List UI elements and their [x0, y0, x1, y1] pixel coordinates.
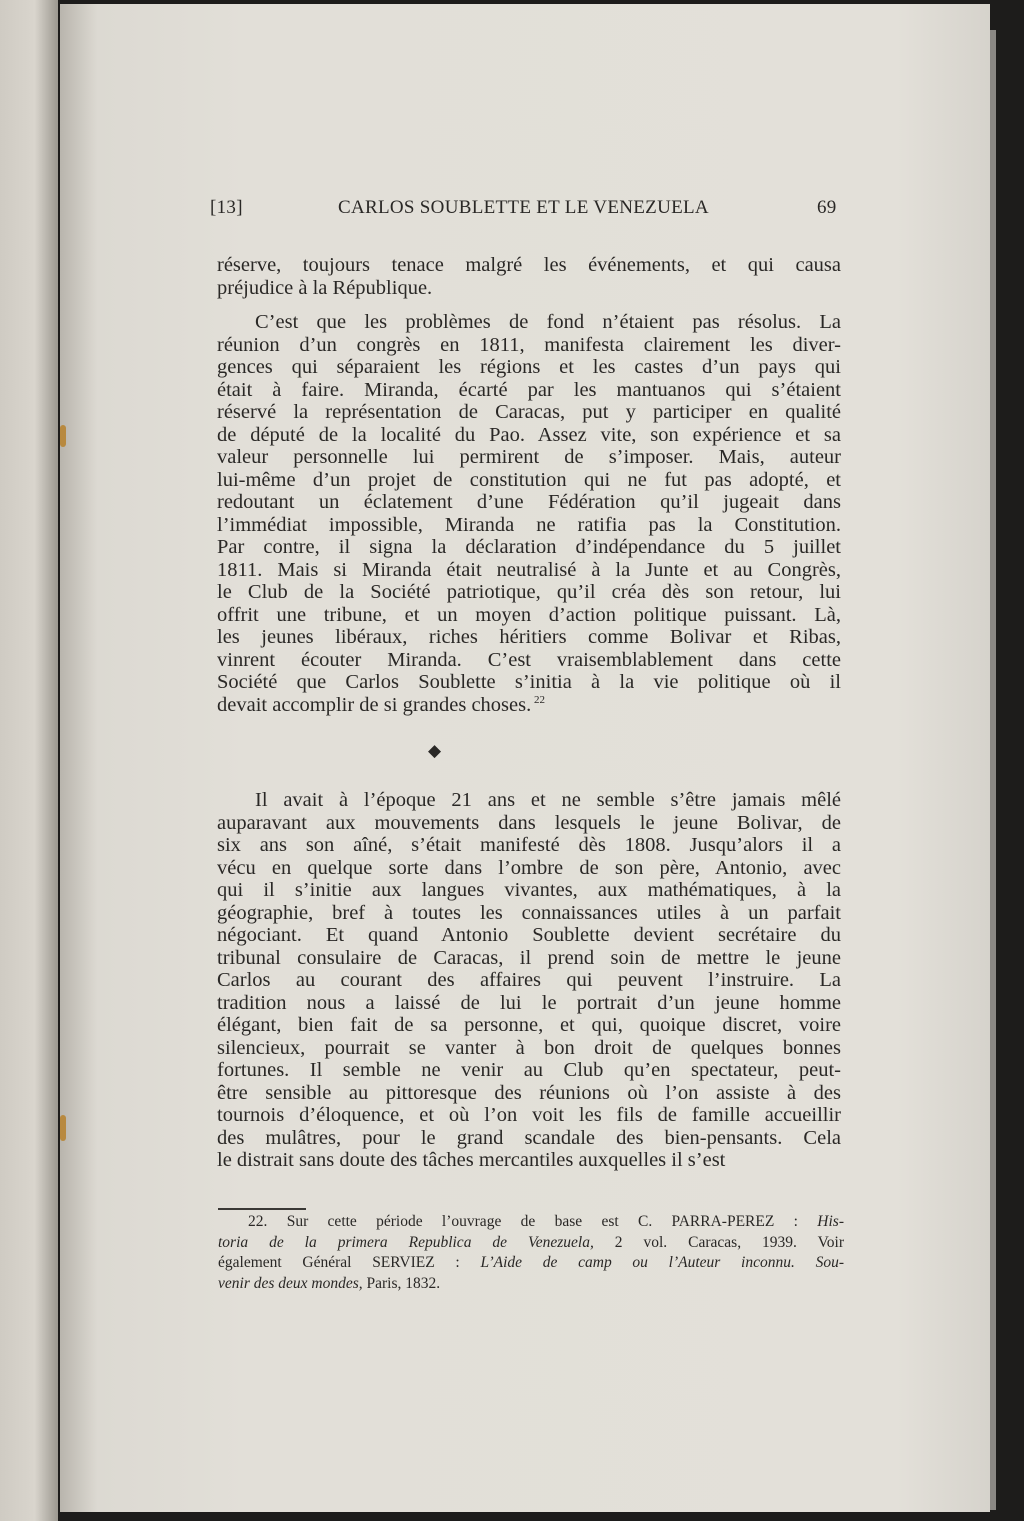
- footnote-title-italic: L’Aide de camp ou l’Auteur inconnu. Sou-: [480, 1254, 844, 1271]
- text-line: Par contre, il signa la déclaration d’indépendance du 5 juillet: [217, 536, 841, 558]
- footnote-text: 2 vol. Caracas, 1939. Voir: [593, 1233, 844, 1251]
- running-title: CARLOS SOUBLETTE ET LE VENEZUELA: [338, 197, 709, 218]
- text-line: être sensible au pittoresque des réunions où l’on assiste à des: [217, 1081, 841, 1104]
- text-line: fortunes. Il semble ne venir au Club qu’en spectateur, peut-: [217, 1059, 841, 1081]
- section-separator: ◆: [428, 741, 442, 760]
- footnote-reference[interactable]: 22: [531, 693, 545, 706]
- text-line: les jeunes libéraux, riches héritiers comme Bolivar et Ribas,: [217, 626, 841, 648]
- text-line: tournois d’éloquence, et où l’on voit les fils de famille accueillir: [217, 1104, 841, 1126]
- text-line: Carlos au courant des affaires qui peuvent l’instruire. La: [217, 969, 841, 991]
- text-line: de député de la localité du Pao. Assez vite, son expérience et sa: [217, 423, 841, 446]
- text-line: valeur personnelle lui permirent de s’imposer. Mais, auteur: [217, 446, 841, 468]
- text-line: réservé la représentation de Caracas, put y participer en qualité: [217, 401, 841, 423]
- footnote-title-italic: His-: [817, 1213, 844, 1230]
- paper-stain: [60, 1115, 66, 1141]
- text-line: offrit une tribune, et un moyen d’action politique puissant. Là,: [217, 603, 841, 626]
- footnote-rule: [218, 1208, 306, 1210]
- footnote-text: Paris, 1832.: [362, 1274, 441, 1292]
- text-line: devait accomplir de si grandes choses. $^{22}$: [217, 693, 545, 716]
- section-number: [13]: [210, 197, 243, 218]
- text-line: vinrent écouter Miranda. C’est vraisemblablement dans cette: [217, 648, 841, 671]
- text-line: tribunal consulaire de Caracas, il prend soin de mettre le jeune: [217, 946, 841, 969]
- paragraph-1: [217, 254, 841, 299]
- text-line: était à faire. Miranda, écarté par les mantuanos qui s’étaient: [217, 378, 841, 401]
- text-line: qui il s’initie aux langues vivantes, aux mathématiques, à la: [217, 879, 841, 901]
- footnote-line: [218, 1233, 844, 1254]
- text-line: silencieux, pourrait se vanter à bon droit de quelques bonnes: [217, 1036, 841, 1059]
- text-line: gences qui séparaient les régions et les castes d’un pays qui: [217, 356, 841, 378]
- text-line: réunion d’un congrès en 1811, manifesta clairement les diver-: [217, 333, 841, 356]
- text-line: C’est que les problèmes de fond n’étaient pas résolus. La: [255, 311, 841, 333]
- footnote-line: [218, 1212, 844, 1233]
- text-line: négociant. Et quand Antonio Soublette devient secrétaire du: [217, 924, 841, 946]
- text-line: préjudice à la République.: [217, 276, 433, 299]
- text-line: lui-même d’un projet de constitution qui ne fut pas adopté, et: [217, 468, 841, 491]
- text-line: élégant, bien fait de sa personne, et qui, quoique discret, voire: [217, 1014, 841, 1036]
- footnote-line: [218, 1274, 844, 1295]
- page-number: 69: [817, 197, 837, 218]
- text-line: 1811. Mais si Miranda était neutralisé à la Junte et au Congrès,: [217, 558, 841, 581]
- text-line: redoutant un éclatement d’une Fédération qu’il jugeait dans: [217, 491, 841, 513]
- text-line: le distrait sans doute des tâches mercantiles auxquelles il s’est: [217, 1149, 726, 1171]
- footnote-title-italic: toria de la primera Republica de Venezuela,: [218, 1233, 594, 1251]
- footnote-title-italic: venir des deux mondes,: [218, 1274, 363, 1292]
- text-line: Société que Carlos Soublette s’initia à la vie politique où il: [217, 671, 841, 693]
- paragraph-2: [217, 311, 841, 716]
- text-line: l’immédiat impossible, Miranda ne ratifia pas la Constitution.: [217, 513, 841, 536]
- text-line: réserve, toujours tenace malgré les événements, et qui causa: [217, 254, 841, 276]
- text-line: le Club de la Société patriotique, qu’il créa dès son retour, lui: [217, 581, 841, 603]
- footnote: [218, 1212, 844, 1294]
- paragraph-3: [217, 789, 841, 1172]
- facing-page-edge: [0, 0, 58, 1521]
- text-line: vécu en quelque sorte dans l’ombre de son père, Antonio, avec: [217, 856, 841, 879]
- footnote-text: 22. Sur cette période l’ouvrage de base est C. PARRA-PEREZ :: [248, 1213, 818, 1230]
- text-line: géographie, bref à toutes les connaissances utiles à un parfait: [217, 901, 841, 924]
- footnote-text: également Général SERVIEZ :: [218, 1254, 481, 1271]
- text-line: six ans son aîné, s’était manifesté dès 1808. Jusqu’alors il a: [217, 834, 841, 856]
- page-edge-shadow: [990, 30, 996, 1510]
- text-line: tradition nous a laissé de lui le portrait d’un jeune homme: [217, 991, 841, 1014]
- footnote-line: [218, 1253, 844, 1274]
- text-line: des mulâtres, pour le grand scandale des bien-pensants. Cela: [217, 1126, 841, 1149]
- text-line: Il avait à l’époque 21 ans et ne semble s’être jamais mêlé: [255, 789, 841, 811]
- text-line: auparavant aux mouvements dans lesquels le jeune Bolivar, de: [217, 811, 841, 834]
- paper-stain: [60, 425, 66, 447]
